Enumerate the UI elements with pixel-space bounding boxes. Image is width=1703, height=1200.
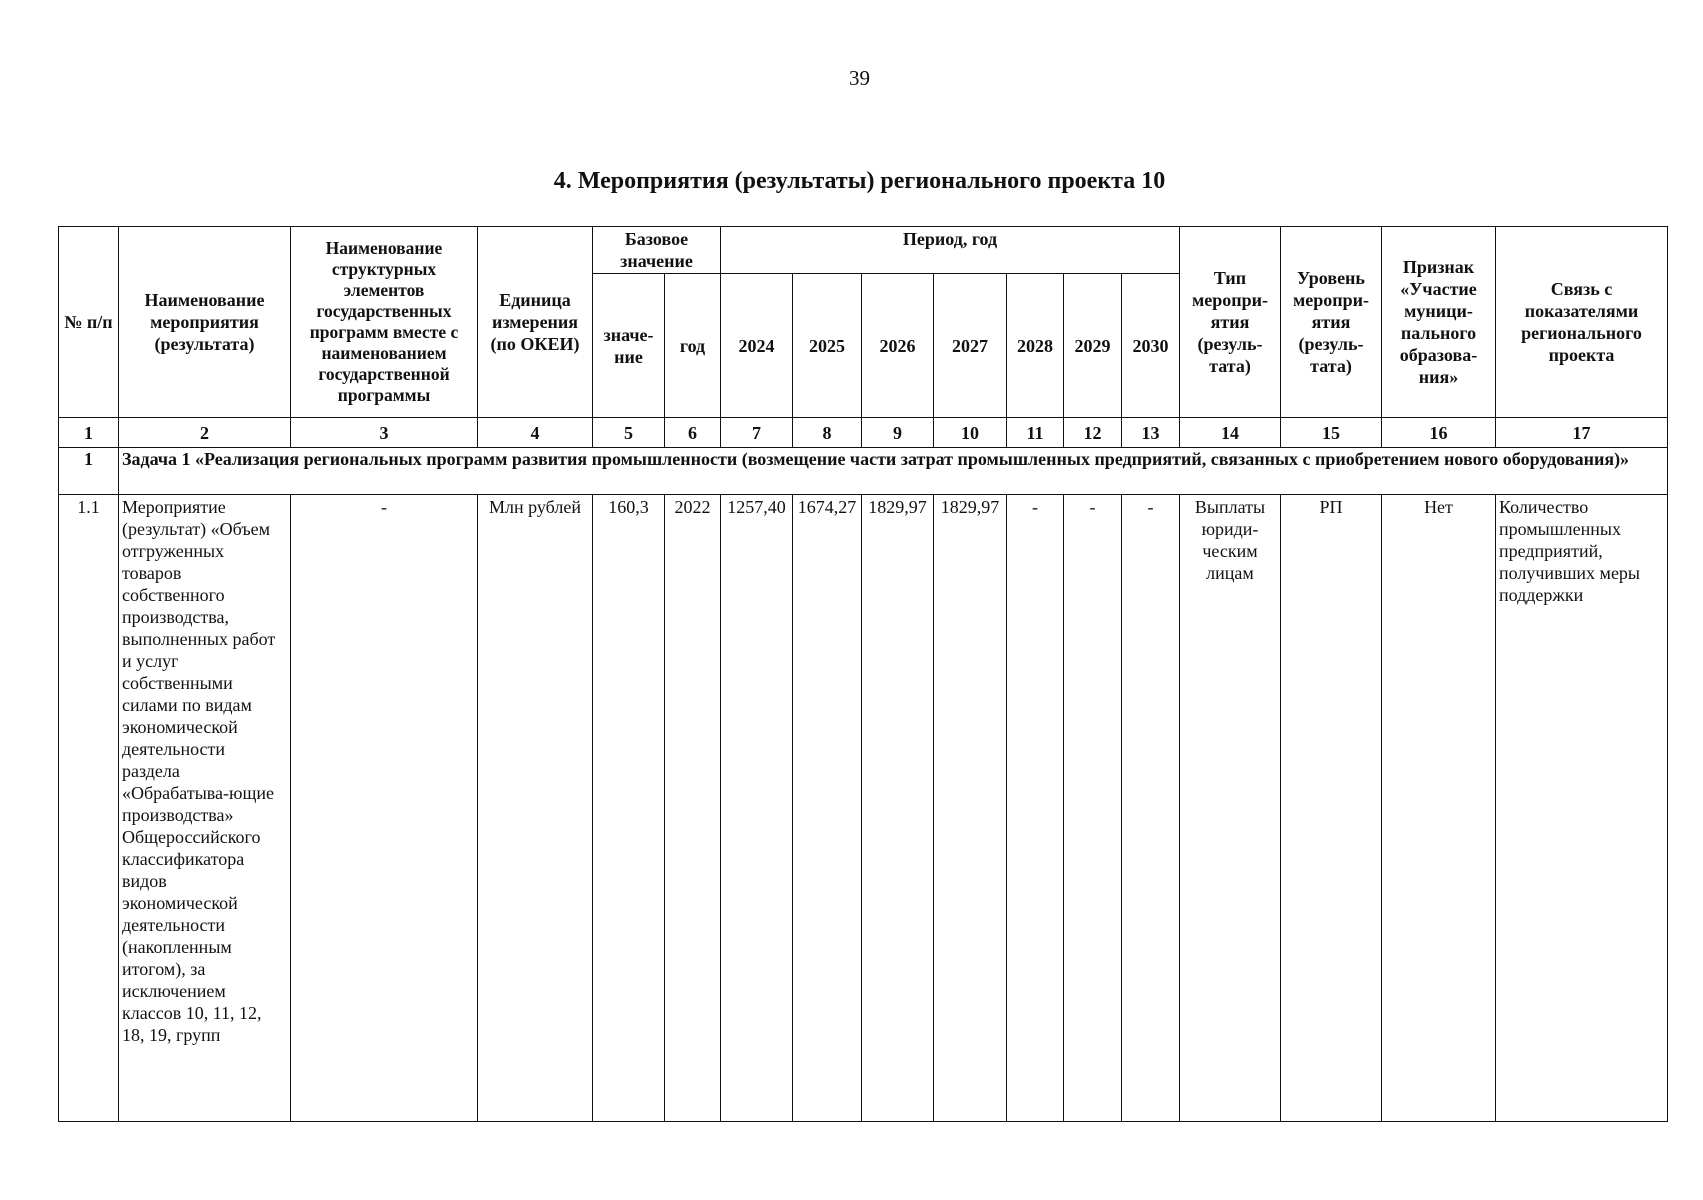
row-number: 1.1 bbox=[59, 495, 119, 1122]
column-number: 6 bbox=[665, 418, 721, 448]
task-row bbox=[59, 448, 1668, 495]
header-level: Уровень меропри-ятия (резуль-тата) bbox=[1281, 227, 1382, 418]
table-row bbox=[59, 495, 1668, 1122]
row-type: Выплаты юриди-ческим лицам bbox=[1180, 495, 1281, 1122]
column-number: 16 bbox=[1382, 418, 1496, 448]
column-number: 3 bbox=[291, 418, 478, 448]
header-type: Тип меропри-ятия (резуль-тата) bbox=[1180, 227, 1281, 418]
page-title: 4. Мероприятия (результаты) регионального проекта 10 bbox=[553, 168, 1166, 194]
row-base-value: 160,3 bbox=[593, 495, 665, 1122]
header-name: Наименование мероприятия (результата) bbox=[119, 227, 291, 418]
row-municipal: Нет bbox=[1382, 495, 1496, 1122]
row-value-2027: 1829,97 bbox=[934, 495, 1007, 1122]
page-number: 39 bbox=[849, 66, 870, 90]
row-base-year: 2022 bbox=[665, 495, 721, 1122]
task-text: Задача 1 «Реализация региональных программ развития промышленности (возмещение части затрат промышленных предприятий, связанных с приобретением нового оборудования)» bbox=[119, 448, 1668, 495]
row-value-2026: 1829,97 bbox=[862, 495, 934, 1122]
header-no: № п/п bbox=[59, 227, 119, 418]
header-base-value: значе-ние bbox=[593, 274, 665, 418]
task-number: 1 bbox=[59, 448, 119, 495]
column-number: 1 bbox=[59, 418, 119, 448]
row-structural: - bbox=[291, 495, 478, 1122]
header-base-year: год bbox=[665, 274, 721, 418]
header-structural: Наименование структурных элементов государственных программ вместе с наименованием государственной программы bbox=[291, 227, 478, 418]
header-year-2028: 2028 bbox=[1007, 274, 1064, 418]
row-level: РП bbox=[1281, 495, 1382, 1122]
row-link: Количество промышленных предприятий, получивших меры поддержки bbox=[1496, 495, 1668, 1122]
column-number: 14 bbox=[1180, 418, 1281, 448]
column-number: 17 bbox=[1496, 418, 1668, 448]
row-value-2028: - bbox=[1007, 495, 1064, 1122]
row-unit: Млн рублей bbox=[478, 495, 593, 1122]
column-number: 12 bbox=[1064, 418, 1122, 448]
column-number: 7 bbox=[721, 418, 793, 448]
row-value-2029: - bbox=[1064, 495, 1122, 1122]
header-year-2030: 2030 bbox=[1122, 274, 1180, 418]
column-number: 4 bbox=[478, 418, 593, 448]
events-table bbox=[58, 226, 1668, 1122]
column-number: 2 bbox=[119, 418, 291, 448]
column-number: 11 bbox=[1007, 418, 1064, 448]
column-number: 15 bbox=[1281, 418, 1382, 448]
column-number: 10 bbox=[934, 418, 1007, 448]
row-value-2024: 1257,40 bbox=[721, 495, 793, 1122]
header-base: Базовое значение bbox=[593, 227, 721, 274]
row-event-name: Мероприятие (результат) «Объем отгруженных товаров собственного производства, выполненных работ и услуг собственными силами по видам экономической деятельности раздела «Обрабатыва-ющие производства» Общероссийского классификатора видов экономической деятельности (накопленным итогом), за исключением классов 10, 11, 12, 18, 19, групп bbox=[119, 495, 291, 1122]
column-numbers-row bbox=[59, 418, 1668, 448]
header-year-2027: 2027 bbox=[934, 274, 1007, 418]
row-value-2030: - bbox=[1122, 495, 1180, 1122]
header-link: Связь с показателями регионального проекта bbox=[1496, 227, 1668, 418]
header-year-2024: 2024 bbox=[721, 274, 793, 418]
column-number: 5 bbox=[593, 418, 665, 448]
header-year-2025: 2025 bbox=[793, 274, 862, 418]
column-number: 8 bbox=[793, 418, 862, 448]
column-number: 9 bbox=[862, 418, 934, 448]
row-value-2025: 1674,27 bbox=[793, 495, 862, 1122]
header-unit: Единица измерения (по ОКЕИ) bbox=[478, 227, 593, 418]
header-year-2029: 2029 bbox=[1064, 274, 1122, 418]
header-period: Период, год bbox=[721, 227, 1180, 274]
column-number: 13 bbox=[1122, 418, 1180, 448]
header-year-2026: 2026 bbox=[862, 274, 934, 418]
header-municipal: Признак «Участие муници-пального образова-ния» bbox=[1382, 227, 1496, 418]
